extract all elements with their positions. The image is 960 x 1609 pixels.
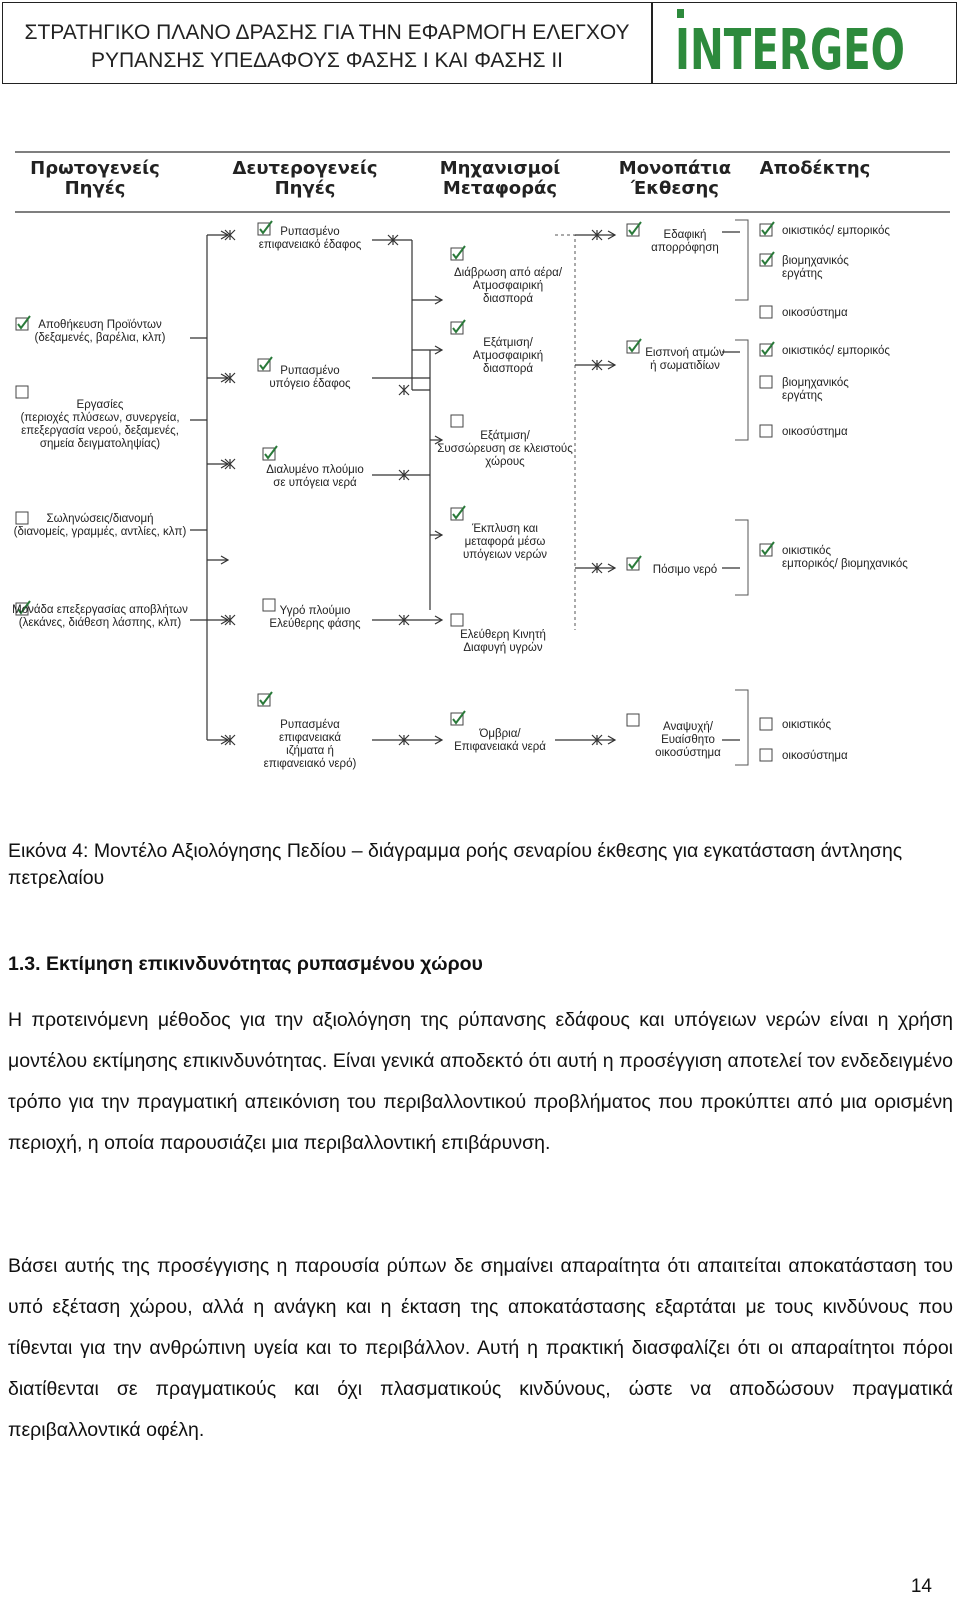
exposure-label: Εδαφική απορρόφηση [651,229,719,254]
page-number: 14 [910,1576,932,1597]
exposure-label: Αναψυχή/ Ευαίσθητο οικοσύστημα [655,721,721,759]
receptor-label: οικοσύστημα [782,307,848,319]
receptor-label: οικιστικός/ εμπορικός [782,345,890,357]
primary-source-label: Σωληνώσεις/διανομή (διανομείς, γραμμές, αντλίες, κλπ) [13,513,187,538]
column-header-3: Μηχανισμοί Μεταφοράς [439,158,561,199]
transport-label: Έκπλυση και μεταφορά μέσω υπόγειων νερών [462,523,548,561]
secondary-source-label: Ρυπασμένα επιφανειακά ιζήματα ή επιφανειακό νερό) [263,719,357,770]
column-header-5: Αποδέκτης [759,158,871,179]
secondary-source-label: Ρυπασμένο υπόγειο έδαφος [269,365,351,390]
receptor-checkbox [760,425,772,437]
transport-checkbox [451,614,463,626]
transport-label: Ελεύθερη Κινητή Διαφυγή υγρών [460,629,546,654]
secondary-source-label: Υγρό πλούμιο Ελεύθερης φάσης [269,605,361,630]
receptor-label: οικοσύστημα [782,750,848,762]
receptor-checkbox [760,306,772,318]
column-header-2: Δευτερογενείς Πηγές [232,158,378,199]
secondary-source-label: Ρυπασμένο επιφανειακό έδαφος [258,226,362,251]
exposure-checkbox [627,714,639,726]
receptor-checkbox [760,749,772,761]
section-heading: 1.3. Εκτίμηση επικινδυνότητας ρυπασμένου χώρου [8,953,483,975]
receptor-label: βιομηχανικός εργάτης [782,377,849,402]
pathway-valve-icon [399,385,409,395]
primary-source-label: Μονάδα επεξεργασίας αποβλήτων (λεκάνες, διάθεση λάσπης, κλπ) [12,604,188,629]
transport-label: Όμβρια/ Επιφανειακά νερά [454,728,546,753]
transport-label: Διάβρωση από αέρα/ Ατμοσφαιρική διασπορά [453,267,563,305]
exposure-label: Πόσιμο νερό [652,564,718,576]
receptor-bracket [735,340,748,440]
paragraph-1: Η προτεινόμενη μέθοδος για την αξιολόγηση της ρύπανσης εδάφους και υπόγειων νερών είναι η χρήση μοντέλου εκτίμησης επικινδυνότητας. Είναι γενικά αποδεκτό ότι αυτή η προσέγγιση αποτελεί τον ενδεδειγμένο τρόπο για την πραγματική απεικόνιση του περιβαλλοντικού προβλήματος που προκύπτει από μια ορισμένη περιοχή, η οποία παρουσιάζει μια περιβαλλοντική επιβάρυνση. [8,1009,953,1154]
receptor-label: βιομηχανικός εργάτης [782,255,849,280]
receptor-checkbox [760,718,772,730]
intergeo-logo [673,3,953,83]
logo-wordmark: INTERGEO [675,18,905,83]
title-line-2: ΡΥΠΑΝΣΗΣ ΥΠΕΔΑΦΟΥΣ ΦΑΣΗΣ Ι ΚΑΙ ΦΑΣΗΣ ΙΙ [90,49,564,72]
primary-source-checkbox [16,386,28,398]
receptor-label: οικιστικός [782,719,831,731]
transport-label: Εξάτμιση/ Συσσώρευση σε κλειστούς χώρους [437,430,573,468]
receptor-bracket [735,690,748,765]
page-header [2,2,957,84]
transport-label: Εξάτμιση/ Ατμοσφαιρική διασπορά [472,337,544,375]
receptor-label: οικιστικός/ εμπορικός [782,225,890,237]
exposure-label: Εισπνοή ατμών ή σωματιδίων [645,347,725,372]
primary-source-checkbox [16,512,28,524]
primary-source-label: Εργασίες (περιοχές πλύσεων, συνεργεία, επεξεργασία νερού, δεξαμενές, σημεία δειγματοληψίας) [20,399,180,450]
column-header-1: Πρωτογενείς Πηγές [30,158,160,199]
receptor-label: οικοσύστημα [782,426,848,438]
column-header-4: Μονοπάτια Έκθεσης [618,158,732,199]
secondary-source-checkbox [263,599,275,611]
exposure-scenario-flowchart [0,150,960,810]
title-line-1: ΣΤΡΑΤΗΓΙΚΟ ΠΛΑΝΟ ΔΡΑΣΗΣ ΓΙΑ ΤΗΝ ΕΦΑΡΜΟΓΗ ΕΛΕΓΧΟΥ [24,21,630,44]
secondary-source-label: Διαλυμένο πλούμιο σε υπόγεια νερά [266,464,364,489]
transport-bracket [555,235,575,630]
paragraph-2: Βάσει αυτής της προσέγγισης η παρουσία ρύπων δε σημαίνει απαραίτητα ότι απαιτείται αποκατάσταση του υπό εξέταση χώρου, αλλά η ανάγκη και η έκταση της αποκατάστασης εξαρτάται με τους κινδύνους που τίθενται για την ανθρώπινη υγεία και το περιβάλλον. Αυτή η πρακτική διασφαλίζει ότι οι απαραίτητοι πόροι διατίθενται σε πραγματικούς και όχι πλασματικούς κινδύνους, ώστε να αποδώσουν πραγματικά περιβαλλοντικά οφέλη. [8,1255,953,1441]
primary-source-label: Αποθήκευση Προϊόντων (δεξαμενές, βαρέλια, κλπ) [34,319,166,344]
receptor-label: οικιστικός εμπορικός/ βιομηχανικός [782,545,908,570]
header-divider [651,3,653,83]
receptor-checkbox [760,376,772,388]
transport-checkbox [451,415,463,427]
document-title [3,19,651,75]
figure-caption: Εικόνα 4: Μοντέλο Αξιολόγησης Πεδίου – διάγραμμα ροής σεναρίου έκθεσης για εγκατάσταση άντλησης πετρελαίου [8,840,903,889]
receptor-bracket [735,520,748,595]
